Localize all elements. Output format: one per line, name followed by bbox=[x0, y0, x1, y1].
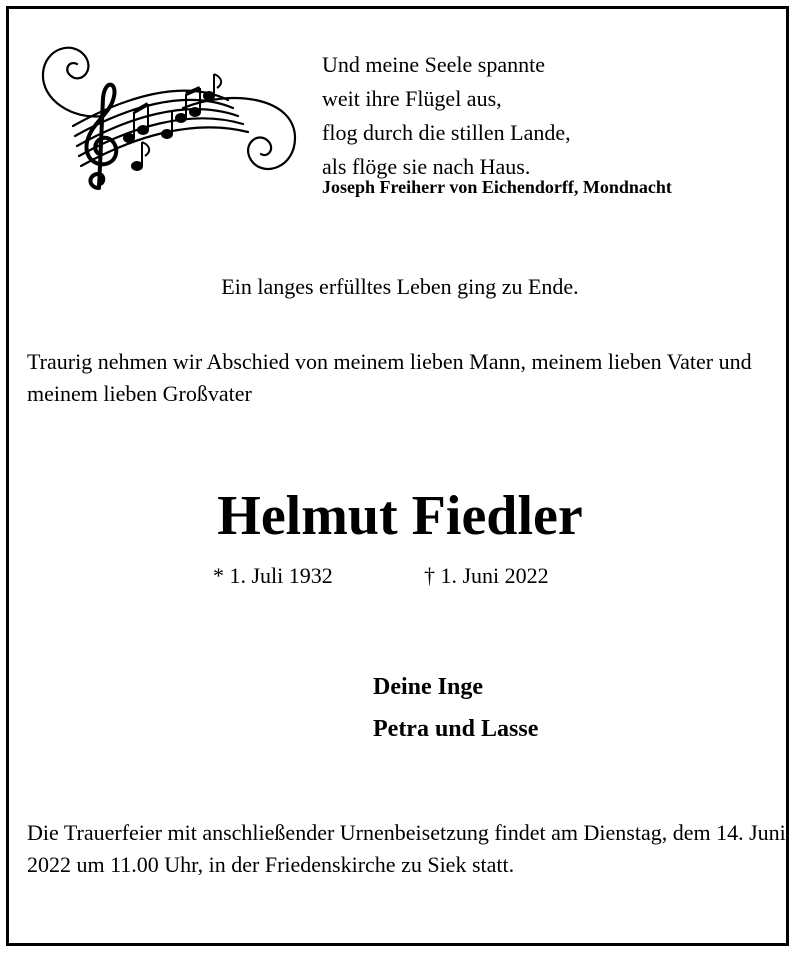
poem bbox=[322, 48, 571, 184]
poem-attribution: Joseph Freiherr von Eichendorff, Mondnacht bbox=[322, 177, 672, 197]
funeral-notice: Die Trauerfeier mit anschließender Urnenbeisetzung findet am Dienstag, dem 14. Juni 2022 um 11.00 Uhr, in der Friedenskirche zu Siek statt. bbox=[27, 820, 786, 877]
family-signature: Petra und Lasse bbox=[373, 716, 539, 742]
music-notes-swirl-icon bbox=[33, 38, 298, 198]
poem-line: flog durch die stillen Lande, bbox=[322, 120, 571, 145]
death-date: † 1. Juni 2022 bbox=[424, 563, 549, 588]
poem-line: Und meine Seele spannte bbox=[322, 52, 545, 77]
poem-line: weit ihre Flügel aus, bbox=[322, 86, 502, 111]
family-signature: Deine Inge bbox=[373, 674, 483, 700]
lead-text: Ein langes erfülltes Leben ging zu Ende. bbox=[221, 274, 579, 299]
intro-text: Traurig nehmen wir Abschied von meinem lieben Mann, meinem lieben Vater und meinem lieben Großvater bbox=[27, 349, 752, 406]
poem-line: als flöge sie nach Haus. bbox=[322, 154, 531, 179]
birth-date: * 1. Juli 1932 bbox=[213, 563, 333, 588]
deceased-name: Helmut Fiedler bbox=[217, 485, 583, 547]
